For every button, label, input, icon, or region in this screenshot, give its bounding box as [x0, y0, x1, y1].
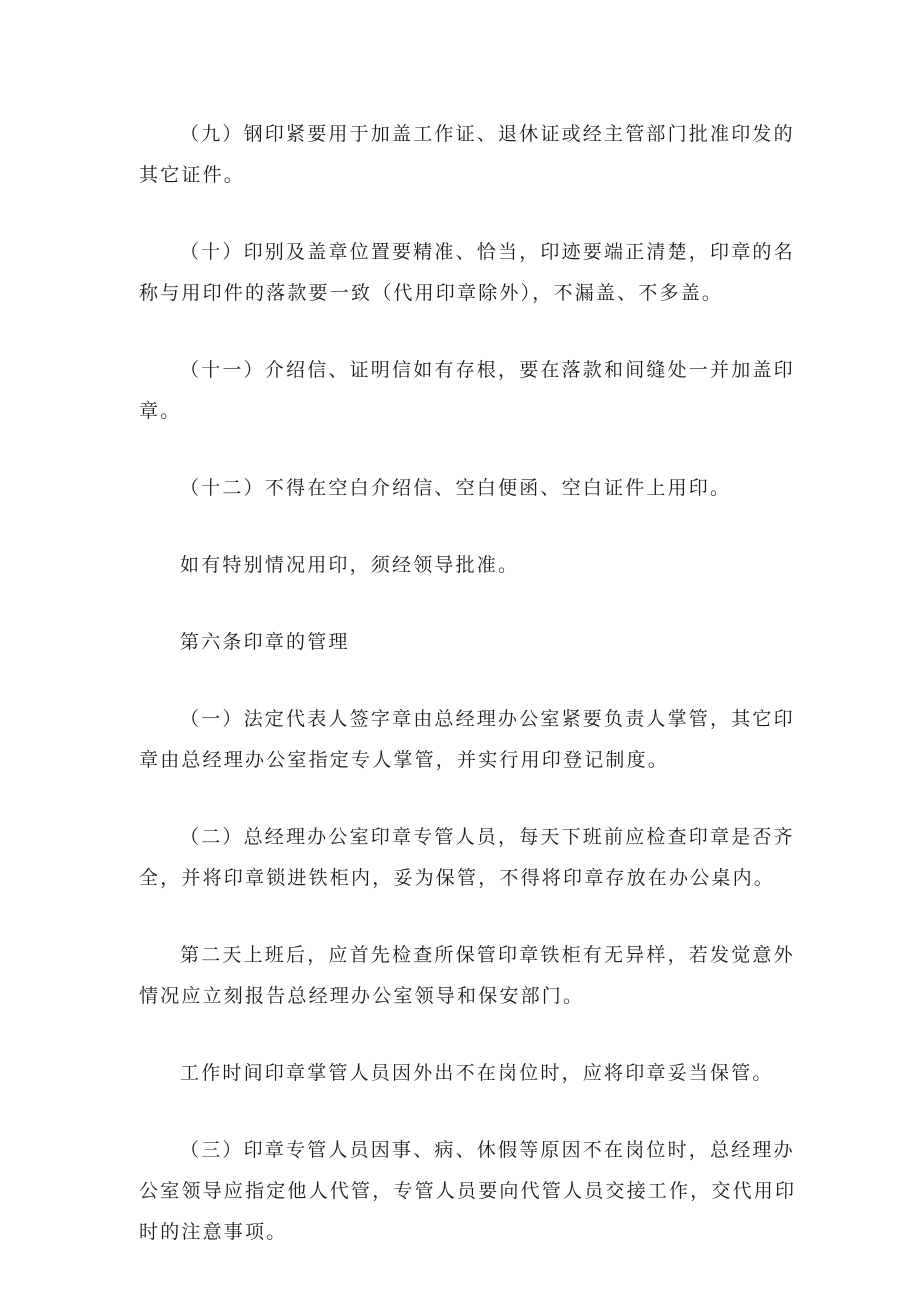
paragraph-blank-documents: （十二）不得在空白介绍信、空白便函、空白证件上用印。: [180, 477, 732, 499]
paragraph-custody-registration: （一）法定代表人签字章由总经理办公室紧要负责人掌管，其它印章由总经理办公室指定专人掌管，并实行用印登记制度。: [139, 708, 795, 771]
document-body: [139, 114, 799, 1253]
paragraph-special-approval: 如有特别情况用印，须经领导批准。: [180, 554, 520, 576]
paragraph-seal-position: （十）印别及盖章位置要精准、恰当，印迹要端正清楚，印章的名称与用印件的落款要一致（代用印章除外），不漏盖、不多盖。: [139, 241, 795, 304]
paragraph-letter-stub: （十一）介绍信、证明信如有存根，要在落款和间缝处一并加盖印章。: [139, 359, 795, 422]
paragraph-steel-seal: （九）钢印紧要用于加盖工作证、退休证或经主管部门批准印发的其它证件。: [139, 123, 795, 186]
paragraph-next-day-inspection: 第二天上班后，应首先检查所保管印章铁柜有无异样，若发觉意外情况应立刻报告总经理办公室领导和保安部门。: [139, 944, 795, 1007]
paragraph-working-hours: 工作时间印章掌管人员因外出不在岗位时，应将印章妥当保管。: [180, 1062, 774, 1084]
paragraph-daily-check: （二）总经理办公室印章专管人员，每天下班前应检查印章是否齐全，并将印章锁进铁柜内，妥为保管，不得将印章存放在办公桌内。: [139, 826, 795, 889]
section-heading-article-six: 第六条印章的管理: [180, 631, 350, 653]
paragraph-substitute-custody: （三）印章专管人员因事、病、休假等原因不在岗位时，总经理办公室领导应指定他人代管，专管人员要向代管人员交接工作，交代用印时的注意事项。: [139, 1139, 797, 1243]
